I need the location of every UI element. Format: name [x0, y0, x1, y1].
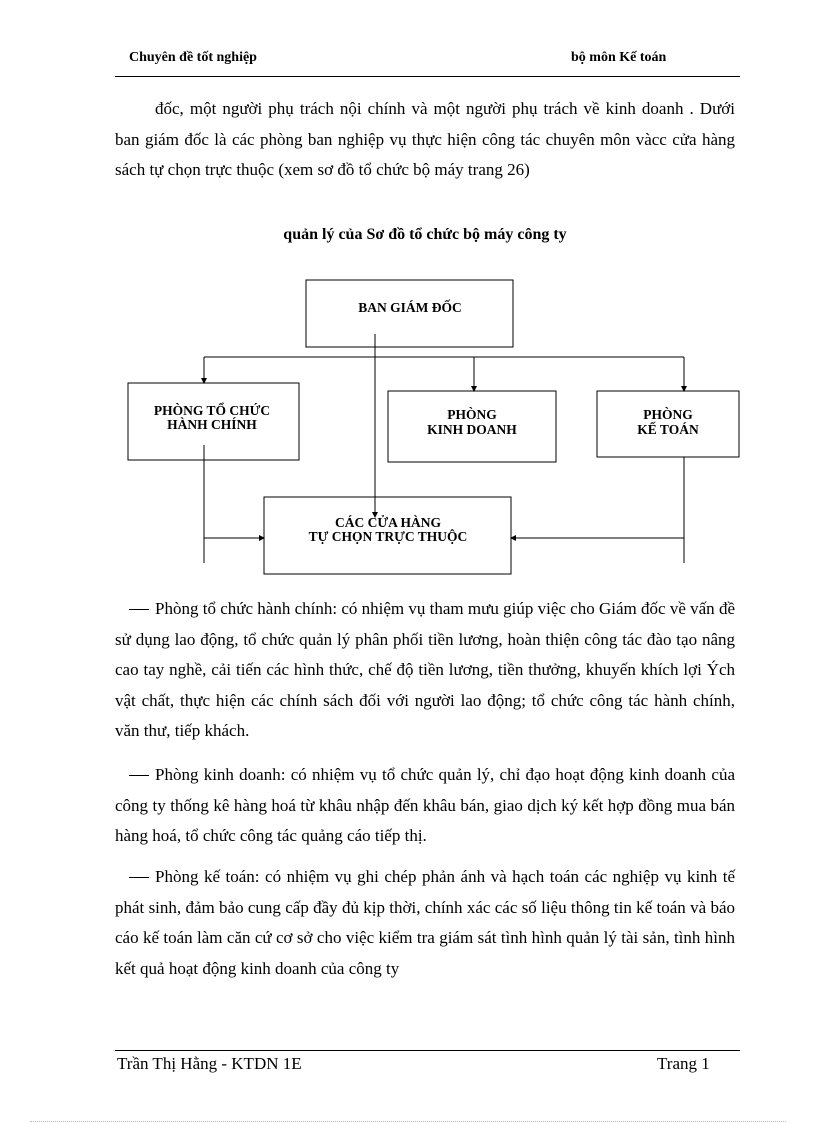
- footer-author: Trần Thị Hằng - KTDN 1E: [117, 1054, 302, 1073]
- desc-admin-text: Phòng tổ chức hành chính: có nhiệm vụ tham mưu giúp việc cho Giám đốc về vấn đề sử dụng lao động, tổ chức quản lý phân phối tiền lương, hoàn thiện công tác đào tạo nâng cao tay nghề, cải tiến các hình thức, chế độ tiền lương, tiền thưởng, khuyến khích lợi Ých vật chất, thực hiện các chính sách đối với người lao động; tổ chức công tác hành chính, văn thư, tiếp khách.: [115, 599, 735, 740]
- dash-marker: [129, 775, 149, 776]
- director-label: BAN GIÁM ĐỐC: [358, 300, 462, 315]
- page-footer: [115, 1048, 740, 1088]
- business-dept-label-line1: PHÒNG: [447, 407, 497, 422]
- chart-title: quản lý của Sơ đồ tổ chức bộ máy công ty: [283, 226, 567, 243]
- header-title: Chuyên đề tốt nghiệp: [129, 50, 257, 65]
- stores-label-line1: CÁC CỬA HÀNG: [335, 515, 441, 530]
- desc-business-text: Phòng kinh doanh: có nhiệm vụ tổ chức quản lý, chỉ đạo hoạt động kinh doanh của công ty thống kê hàng hoá từ khâu nhập đến khâu bán, giao dịch ký kết hợp đồng mua bán hàng hoá, tổ chức công tác quảng cáo tiếp thị.: [115, 765, 735, 845]
- header-department: bộ môn Kế toán: [571, 50, 667, 65]
- desc-accounting-text: Phòng kế toán: có nhiệm vụ ghi chép phản ánh và hạch toán các nghiệp vụ kinh tế phát sinh, đảm bảo cung cấp đầy đủ kịp thời, chính xác các số liệu thông tin kế toán và báo cáo kế toán làm căn cứ cơ sở cho việc kiểm tra giám sát tình hình quản lý tài sản, tình hình kết quả hoạt động kinh doanh của công ty: [115, 867, 735, 978]
- stores-label-line2: TỰ CHỌN TRỰC THUỘC: [308, 529, 468, 544]
- footer-rule: [115, 1050, 740, 1051]
- accounting-dept-label-line2: KẾ TOÁN: [637, 422, 699, 437]
- admin-dept-label-line1: PHÒNG TỔ CHỨC: [153, 403, 271, 418]
- desc-accounting-dept: [115, 862, 735, 984]
- desc-admin-dept: [115, 594, 735, 747]
- admin-dept-label-line2: HÀNH CHÍNH: [167, 417, 257, 432]
- page-edge-dotted-line: [30, 1121, 786, 1122]
- accounting-dept-label-line1: PHÒNG: [643, 407, 693, 422]
- header-rule: [115, 76, 740, 77]
- intro-paragraph: đốc, một người phụ trách nội chính và một người phụ trách về kinh doanh . Dưới ban giám đốc là các phòng ban nghiệp vụ thực hiện công tác chuyên môn vàcc cửa hàng sách tự chọn trực thuộc (xem sơ đồ tổ chức bộ máy trang 26): [115, 99, 735, 179]
- desc-business-dept: [115, 760, 735, 852]
- dash-marker: [129, 877, 149, 878]
- page-header: [115, 46, 740, 78]
- business-dept-label-line2: KINH DOANH: [427, 422, 517, 437]
- page-number: Trang 1: [657, 1054, 710, 1073]
- dash-marker: [129, 609, 149, 610]
